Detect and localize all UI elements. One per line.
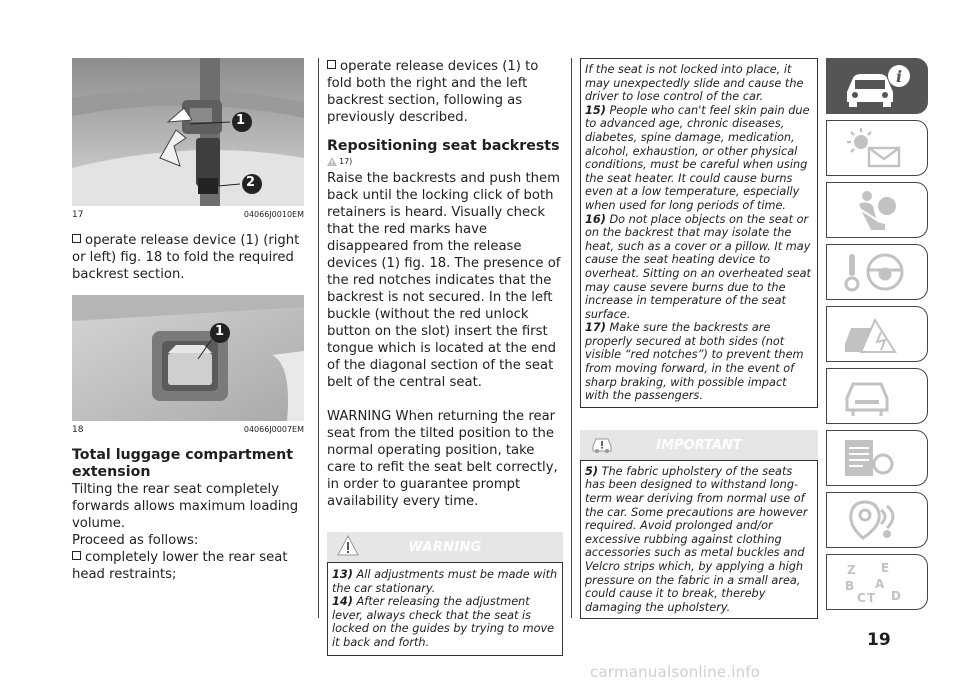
important-title: IMPORTANT xyxy=(656,437,742,453)
figure-number: 17 xyxy=(72,210,84,220)
bullet-icon xyxy=(327,60,336,69)
paragraph-text: completely lower the rear seat head restraints; xyxy=(72,550,288,582)
paragraph xyxy=(72,549,304,583)
tab-car-info[interactable] xyxy=(826,58,928,114)
steering-key-icon xyxy=(841,250,911,294)
figure-code: 04066J0007EM xyxy=(243,425,304,434)
important-box xyxy=(580,460,818,620)
note-number: 17) xyxy=(585,321,606,335)
column-3 xyxy=(580,58,818,619)
warning-box-continued xyxy=(580,58,818,408)
warning-box xyxy=(327,562,563,656)
tab-seat-airbag[interactable] xyxy=(826,182,928,238)
specifications-icon xyxy=(841,436,911,480)
index-letter: D xyxy=(891,589,901,603)
note-text: Make sure the backrests are properly secured at both sides (not visible “red notches”) to prevent them from moving forward, in the event of sharp braking, with possible impact with the passengers. xyxy=(585,321,804,403)
page-number: 19 xyxy=(867,630,891,650)
index-icon xyxy=(841,560,911,604)
tab-specifications[interactable] xyxy=(826,430,928,486)
svg-text:i: i xyxy=(895,67,903,86)
index-letter: B xyxy=(845,579,855,593)
figure-17-caption xyxy=(72,210,304,220)
note xyxy=(332,568,558,595)
paragraph: Tilting the rear seat completely forwards allows maximum loading volume. xyxy=(72,482,299,531)
paragraph: WARNING When returning the rear seat from the tilted position to the normal operating position, take care to refit the seat belt correctly, in order to guarantee prompt availability every time. xyxy=(327,409,558,509)
column-divider xyxy=(318,58,319,618)
tab-multimedia[interactable] xyxy=(826,492,928,548)
note-text: All adjustments must be made with the car stationary. xyxy=(332,568,558,595)
note-number: 13) xyxy=(332,568,353,581)
index-letter: A xyxy=(875,577,885,591)
note-text: People who can't feel skin pain due to advanced age, chronic diseases, diabetes, spine damage, medication, alcohol, exhaustion, or other physical conditions, must be careful when using the seat heater. It could cause burns even at a low temperature, especially when used for long periods of time. xyxy=(585,103,810,212)
column-2 xyxy=(327,58,563,656)
callout-2: 2 xyxy=(246,175,256,190)
note xyxy=(585,465,813,615)
index-letter: E xyxy=(881,561,890,575)
tab-emergency[interactable] xyxy=(826,306,928,362)
index-letter: T xyxy=(867,591,876,604)
paragraph-text: operate release devices (1) to fold both the right and the left backrest section, following as previously described. xyxy=(327,59,539,125)
note-text: Do not place objects on the seat or on the backrest that may isolate the heat, such as a cover or a pillow. It may cause the seat heating device to overheat. Sitting on an overheated seat may cause severe burns due to the increase in temperature of the seat surface. xyxy=(585,212,811,321)
figure-18-photo xyxy=(72,295,304,421)
note xyxy=(585,321,813,403)
tab-index[interactable] xyxy=(826,554,928,610)
section-heading: Repositioning seat backrests xyxy=(327,138,560,154)
release-lever-illustration xyxy=(72,295,304,421)
callout-1: 1 xyxy=(236,113,246,128)
warning-title: WARNING xyxy=(408,540,482,555)
note xyxy=(332,595,558,649)
paragraph: Raise the backrests and push them back until the locking click of both retainers is heard. Visually check that the red marks have disappeared from the release devices (1) fig. 18. The presence of the red notches indicates that the backrest is not secured. In the left buckle (without the red unlock button on the slot) insert the first tongue which is located at the end of the diagonal section of the seat belt of the central seat. xyxy=(327,171,561,390)
car-info-icon xyxy=(841,64,911,108)
watermark: carmanualsonline.info xyxy=(590,663,761,681)
column-divider xyxy=(571,58,572,618)
index-letter: Z xyxy=(847,563,856,577)
warning-lights-icon xyxy=(841,126,911,170)
section-heading: Total luggage compartment extension xyxy=(72,447,293,480)
note-text: After releasing the adjustment lever, always check that the seat is locked on the guides by trying to move it back and forth. xyxy=(332,595,555,649)
callout-1: 1 xyxy=(215,324,225,339)
bullet-icon xyxy=(72,551,81,560)
column-1 xyxy=(72,58,304,583)
warning-triangle-icon xyxy=(327,157,337,166)
note xyxy=(585,213,813,322)
note-ref-number: 17) xyxy=(339,157,353,166)
figure-number: 18 xyxy=(72,425,84,435)
car-service-icon xyxy=(841,374,911,418)
note-number: 5) xyxy=(585,464,599,478)
figure-17-photo xyxy=(72,58,304,206)
paragraph-text: operate release device (1) (right or left) fig. 18 to fold the required backrest section. xyxy=(72,233,300,282)
tab-steering-key[interactable] xyxy=(826,244,928,300)
tab-car-service[interactable] xyxy=(826,368,928,424)
figure-code: 04066J0010EM xyxy=(243,210,304,219)
note-number: 16) xyxy=(585,212,606,226)
chapter-tabs xyxy=(826,58,928,616)
note-intro: If the seat is not locked into place, it may unexpectedly slide and cause the driver to lose control of the car. xyxy=(585,63,804,104)
note-number: 14) xyxy=(332,595,353,609)
index-letter: C xyxy=(857,591,866,604)
note-text: The fabric upholstery of the seats has been designed to withstand long-term wear deriving from normal use of the car. Some precautions are however required. Avoid prolonged and/or excessive rubbing against clothing accessories such as metal buckles and Velcro strips which, by applying a high pressure on the fabric in a small area, could cause it to break, thereby damaging the upholstery. xyxy=(585,464,808,614)
paragraph: Proceed as follows: xyxy=(72,533,199,548)
paragraph xyxy=(72,232,304,283)
note-reference xyxy=(327,157,563,166)
note-number: 15) xyxy=(585,103,606,117)
tab-warning-lights[interactable] xyxy=(826,120,928,176)
bullet-icon xyxy=(72,234,81,243)
seat-belt-illustration xyxy=(72,58,304,206)
emergency-icon xyxy=(841,312,911,356)
warning-banner xyxy=(327,532,563,562)
note xyxy=(585,104,813,213)
important-banner xyxy=(580,430,818,460)
paragraph xyxy=(327,58,563,126)
figure-18-caption xyxy=(72,425,304,435)
multimedia-icon xyxy=(841,498,911,542)
seat-airbag-icon xyxy=(841,188,911,232)
